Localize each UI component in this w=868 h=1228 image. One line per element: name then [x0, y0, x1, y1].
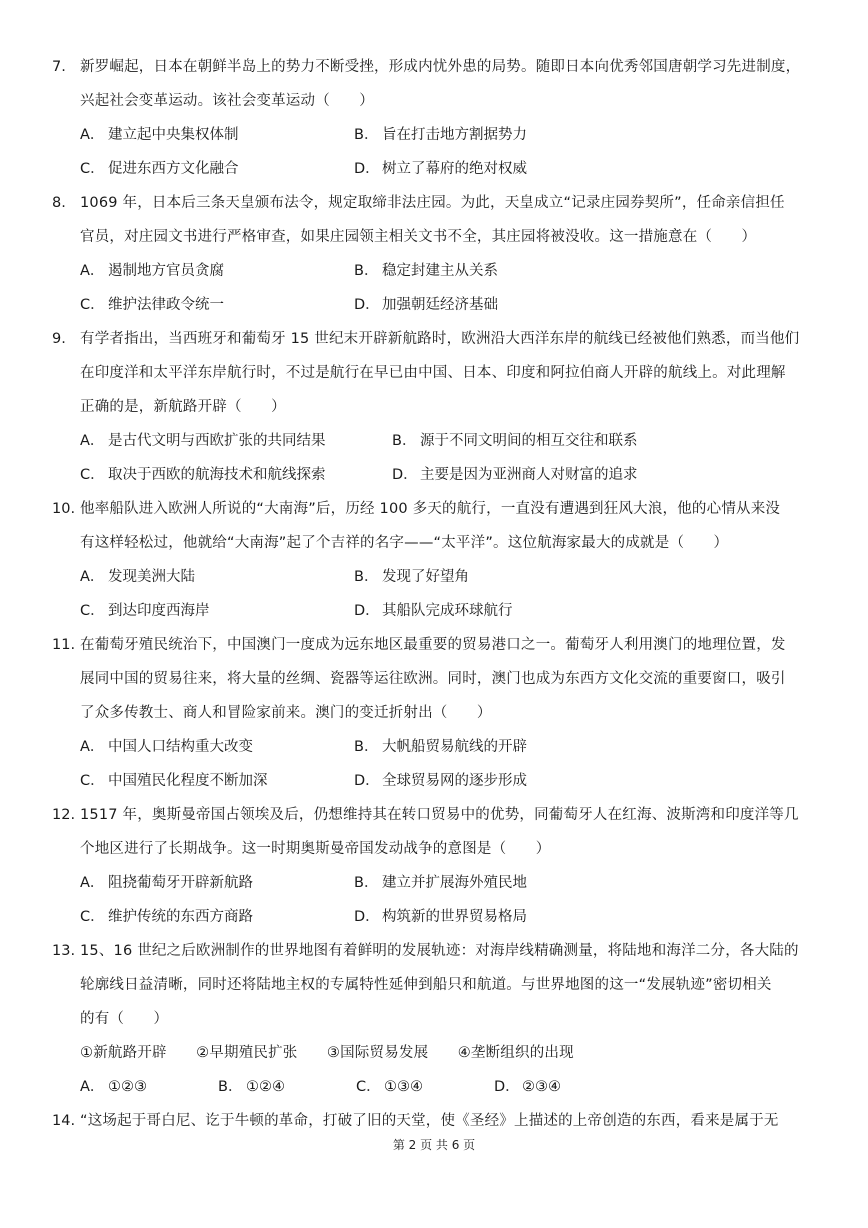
option-c[interactable]: C． 取决于西欧的航海技术和航线探索 [80, 467, 326, 483]
option-c[interactable]: C． 到达印度西海岸 [80, 603, 210, 619]
option-row [80, 152, 820, 186]
question-number: 14. [52, 1113, 76, 1129]
option-d[interactable]: D． 其船队完成环球航行 [354, 603, 513, 619]
question-number: 9. [52, 331, 66, 347]
question-stem-line: 兴起社会变革运动。该社会变革运动（ ） [80, 93, 374, 109]
question-number: 7. [52, 59, 66, 75]
question-stem-line: 15、16 世纪之后欧洲制作的世界地图有着鲜明的发展轨迹：对海岸线精确测量，将陆地和海洋二分，各大陆的 [80, 943, 799, 959]
option-row [80, 730, 820, 764]
option-c[interactable]: C． ①③④ [356, 1079, 423, 1095]
option-d[interactable]: D． 树立了幕府的绝对权威 [354, 161, 527, 177]
option-row [80, 560, 820, 594]
option-c[interactable]: C． 维护法律政令统一 [80, 297, 224, 313]
option-b[interactable]: B． 源于不同文明间的相互交往和联系 [392, 433, 638, 449]
option-row [80, 118, 820, 152]
option-row [80, 764, 820, 798]
option-b[interactable]: B． 建立并扩展海外殖民地 [354, 875, 527, 891]
option-row [80, 288, 820, 322]
option-row [80, 424, 820, 458]
question-stem-line: 个地区进行了长期战争。这一时期奥斯曼帝国发动战争的意图是（ ） [80, 841, 551, 857]
option-d[interactable]: D． 构筑新的世界贸易格局 [354, 909, 527, 925]
option-row [80, 594, 820, 628]
question-stem-line: 轮廓线日益清晰，同时还将陆地主权的专属特性延伸到船只和航道。与世界地图的这一“发展轨迹”密切相关 [80, 977, 772, 993]
option-row [80, 1070, 820, 1104]
option-b[interactable]: B． ①②④ [218, 1079, 285, 1095]
question-stem-line: 在印度洋和太平洋东岸航行时，不过是航行在早已由中国、日本、印度和阿拉伯商人开辟的航线上。对此理解 [80, 365, 786, 381]
option-row [80, 900, 820, 934]
question-stem-line: 了众多传教士、商人和冒险家前来。澳门的变迁折射出（ ） [80, 705, 492, 721]
option-c[interactable]: C． 维护传统的东西方商路 [80, 909, 253, 925]
option-b[interactable]: B． 大帆船贸易航线的开辟 [354, 739, 527, 755]
question-stem-line: 有学者指出，当西班牙和葡萄牙 15 世纪末开辟新航路时，欧洲沿大西洋东岸的航线已经被他们熟悉，而当他们 [80, 331, 800, 347]
question-stem-line: 的有（ ） [80, 1011, 169, 1027]
option-c[interactable]: C． 促进东西方文化融合 [80, 161, 239, 177]
question-number: 13. [52, 943, 76, 959]
question-number: 11. [52, 637, 76, 653]
option-row [80, 254, 820, 288]
question-number: 10. [52, 501, 76, 517]
option-row [80, 866, 820, 900]
option-d[interactable]: D． ②③④ [494, 1079, 561, 1095]
question-stem-line: “这场起于哥白尼、讫于牛顿的革命，打破了旧的天堂，使《圣经》上描述的上帝创造的东西，看来是属于无 [80, 1113, 779, 1129]
option-c[interactable]: C． 中国殖民化程度不断加深 [80, 773, 268, 789]
option-d[interactable]: D． 主要是因为亚洲商人对财富的追求 [392, 467, 638, 483]
question-stem-line: 正确的是，新航路开辟（ ） [80, 399, 286, 415]
question-stem-line: 1517 年，奥斯曼帝国占领埃及后，仍想维持其在转口贸易中的优势，同葡萄牙人在红海、波斯湾和印度洋等几 [80, 807, 799, 823]
question-number: 8. [52, 195, 66, 211]
question-stem-line: 有这样轻松过，他就给“大南海”起了个吉祥的名字——“太平洋”。这位航海家最大的成就是（ ） [80, 535, 729, 551]
option-row [80, 458, 820, 492]
option-a[interactable]: A． 遏制地方官员贪腐 [80, 263, 224, 279]
question-stem-line: 新罗崛起，日本在朝鲜半岛上的势力不断受挫，形成内忧外患的局势。随即日本向优秀邻国唐朝学习先进制度， [80, 59, 801, 75]
question-stem-line: 官员，对庄园文书进行严格审查，如果庄园领主相关文书不全，其庄园将被没收。这一措施意在（ ） [80, 229, 757, 245]
option-a[interactable]: A． 阻挠葡萄牙开辟新航路 [80, 875, 253, 891]
question-number: 12. [52, 807, 76, 823]
option-b[interactable]: B． 旨在打击地方割据势力 [354, 127, 527, 143]
option-a[interactable]: A． 中国人口结构重大改变 [80, 739, 253, 755]
option-a[interactable]: A． ①②③ [80, 1079, 147, 1095]
option-d[interactable]: D． 加强朝廷经济基础 [354, 297, 498, 313]
option-a[interactable]: A． 是古代文明与西欧扩张的共同结果 [80, 433, 326, 449]
option-a[interactable]: A． 发现美洲大陆 [80, 569, 195, 585]
option-a[interactable]: A． 建立起中央集权体制 [80, 127, 239, 143]
option-d[interactable]: D． 全球贸易网的逐步形成 [354, 773, 527, 789]
question-stem-line: 在葡萄牙殖民统治下，中国澳门一度成为远东地区最重要的贸易港口之一。葡萄牙人利用澳门的地理位置，发 [80, 637, 786, 653]
statement-items: ①新航路开辟 ②早期殖民扩张 ③国际贸易发展 ④垄断组织的出现 [80, 1045, 574, 1061]
question-stem-line: 1069 年，日本后三条天皇颁布法令，规定取缔非法庄园。为此，天皇成立“记录庄园券契所”，任命亲信担任 [80, 195, 785, 211]
option-b[interactable]: B． 稳定封建主从关系 [354, 263, 498, 279]
question-stem-line: 展同中国的贸易往来，将大量的丝绸、瓷器等运往欧洲。同时，澳门也成为东西方文化交流的重要窗口，吸引 [80, 671, 786, 687]
page-footer: 第 2 页 共 6 页 [392, 1138, 476, 1152]
option-b[interactable]: B． 发现了好望角 [354, 569, 469, 585]
question-stem-line: 他率船队进入欧洲人所说的“大南海”后，历经 100 多天的航行，一直没有遭遇到狂风大浪，他的心情从来没 [80, 501, 781, 517]
